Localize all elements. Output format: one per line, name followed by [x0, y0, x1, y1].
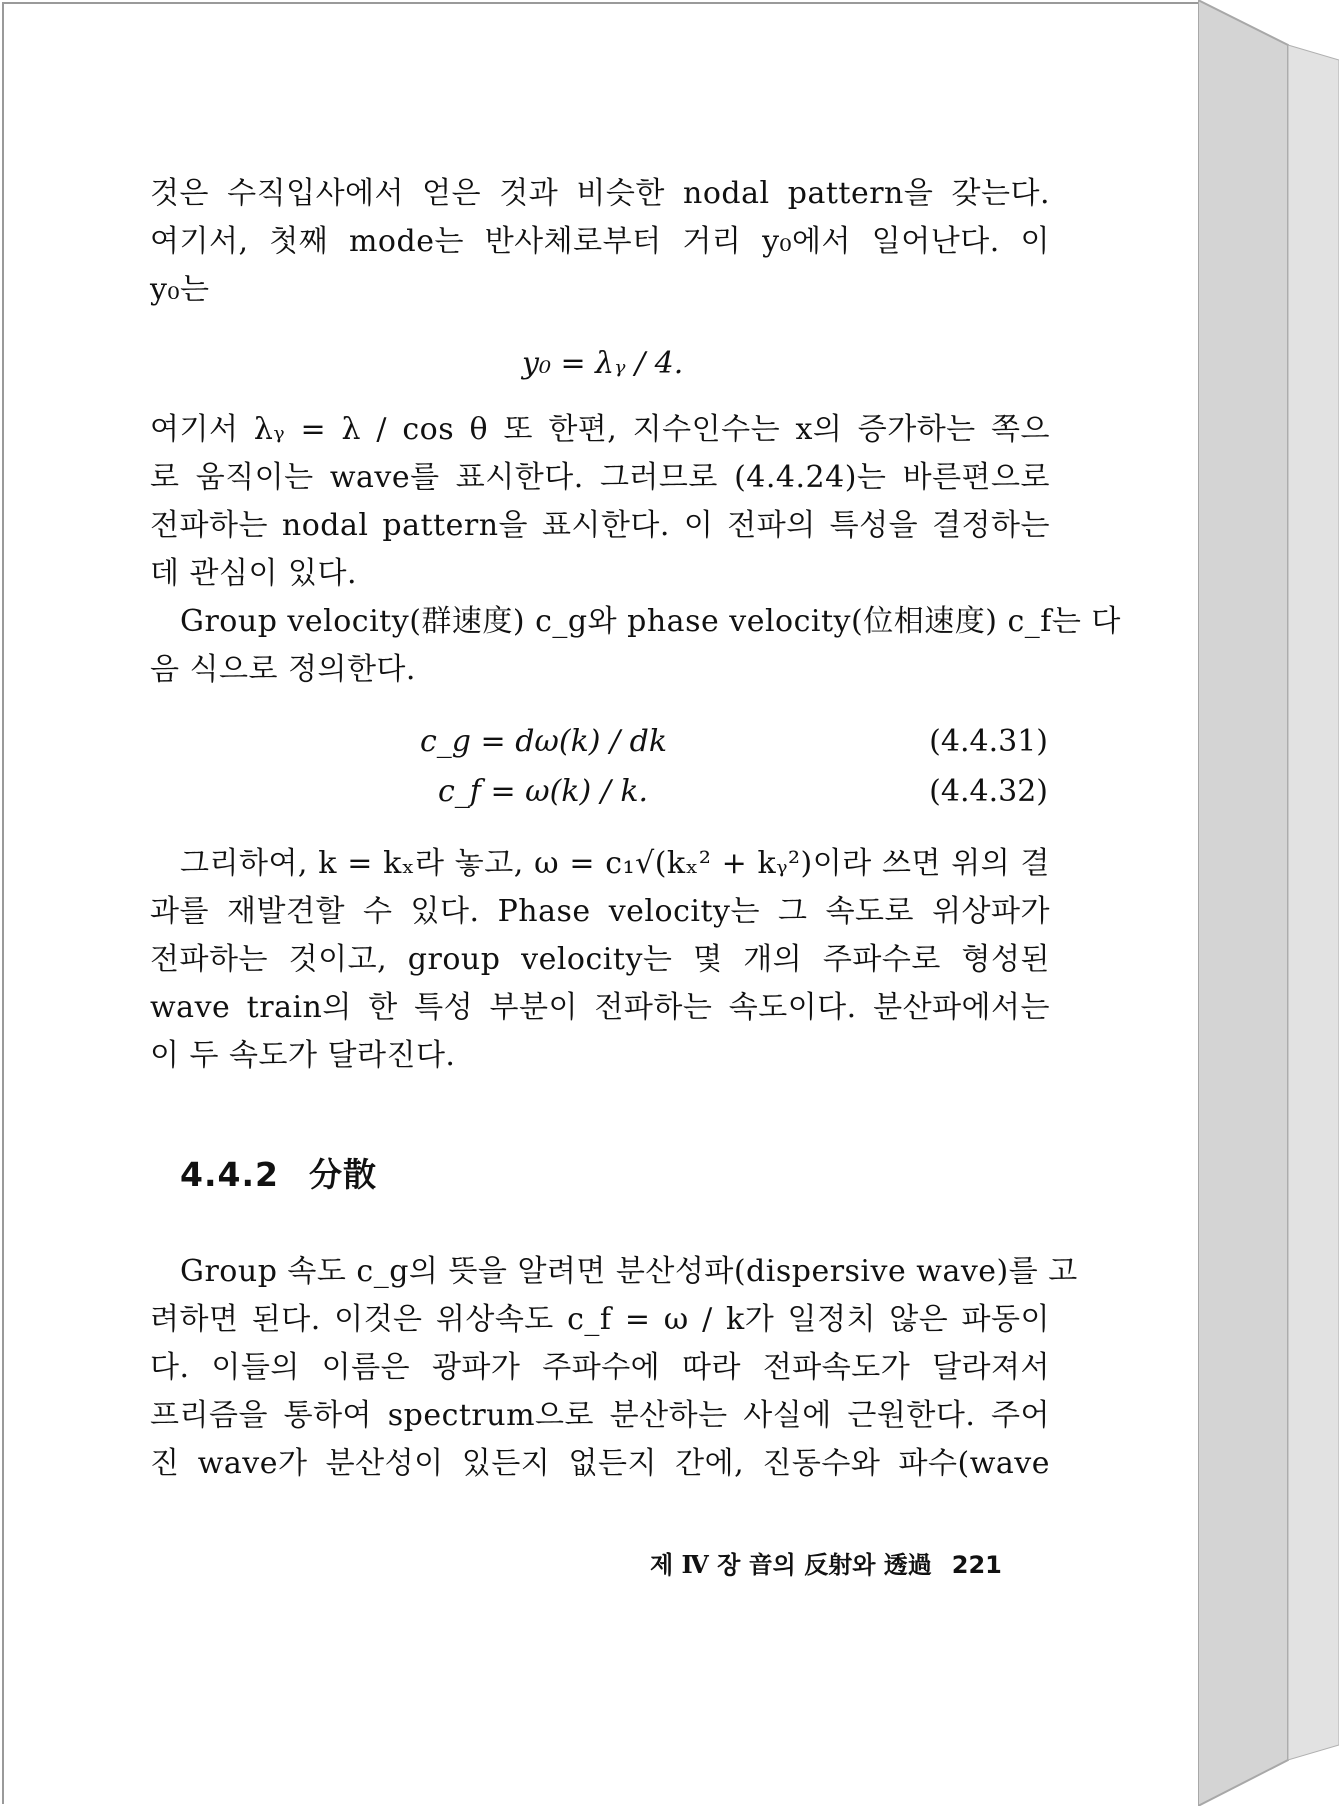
- book-spine: [1198, 0, 1339, 1806]
- text-line-6: 전파하는 nodal pattern을 표시한다. 이 전파의 특성을 결정하는: [150, 508, 1050, 543]
- page-footer: [650, 1550, 1002, 1580]
- text-line-12: 전파하는 것이고, group velocity는 몇 개의 주파수로 형성된: [150, 942, 1050, 977]
- chapter-title: 제 Ⅳ 장 音의 反射와 透過: [650, 1550, 932, 1579]
- text-line-4: 여기서 λᵧ = λ / cos θ 또 한편, 지수인수는 x의 증가하는 쪽으: [150, 412, 1050, 447]
- text-line-16: 려하면 된다. 이것은 위상속도 c_f = ω / k가 일정치 않은 파동이: [150, 1302, 1050, 1337]
- text-line-5: 로 움직이는 wave를 표시한다. 그러므로 (4.4.24)는 바른편으로: [150, 460, 1050, 495]
- text-line-2: 여기서, 첫째 mode는 반사체로부터 거리 y₀에서 일어난다. 이: [150, 224, 1050, 259]
- text-line-15: Group 속도 c_g의 뜻을 알려면 분산성파(dispersive wave)를 고: [180, 1254, 1078, 1289]
- section-number: 4.4.2: [180, 1155, 279, 1194]
- text-line-14: 이 두 속도가 달라진다.: [150, 1038, 456, 1073]
- text-line-11: 과를 재발견할 수 있다. Phase velocity는 그 속도로 위상파가: [150, 894, 1050, 929]
- text-line-1: 것은 수직입사에서 얻은 것과 비슷한 nodal pattern을 갖는다.: [150, 176, 1050, 211]
- text-line-9: 음 식으로 정의한다.: [150, 652, 416, 687]
- text-line-3: y₀는: [150, 272, 210, 307]
- text-line-13: wave train의 한 특성 부분이 전파하는 속도이다. 분산파에서는: [150, 990, 1050, 1025]
- text-line-18: 프리즘을 통하여 spectrum으로 분산하는 사실에 근원한다. 주어: [150, 1398, 1050, 1433]
- text-line-19: 진 wave가 분산성이 있든지 없든지 간에, 진동수와 파수(wave: [150, 1446, 1050, 1481]
- section-heading: [180, 1155, 377, 1195]
- page-number: 221: [951, 1551, 1002, 1579]
- equation-number-32: (4.4.32): [929, 774, 1048, 809]
- formula-y0: y₀ = λᵧ / 4.: [522, 346, 684, 381]
- formula-cg: c_g = dω(k) / dk: [420, 724, 668, 759]
- text-line-10: 그리하여, k = kₓ라 놓고, ω = c₁√(kₓ² + kᵧ²)이라 쓰면 위의 결: [180, 846, 1050, 881]
- formula-cf: c_f = ω(k) / k.: [438, 774, 649, 809]
- text-line-17: 다. 이들의 이름은 광파가 주파수에 따라 전파속도가 달라져서: [150, 1350, 1050, 1385]
- text-line-8: Group velocity(群速度) c_g와 phase velocity(位相速度) c_f는 다: [180, 604, 1121, 639]
- text-line-7: 데 관심이 있다.: [150, 556, 357, 591]
- section-title: 分散: [308, 1155, 377, 1194]
- equation-number-31: (4.4.31): [929, 724, 1048, 759]
